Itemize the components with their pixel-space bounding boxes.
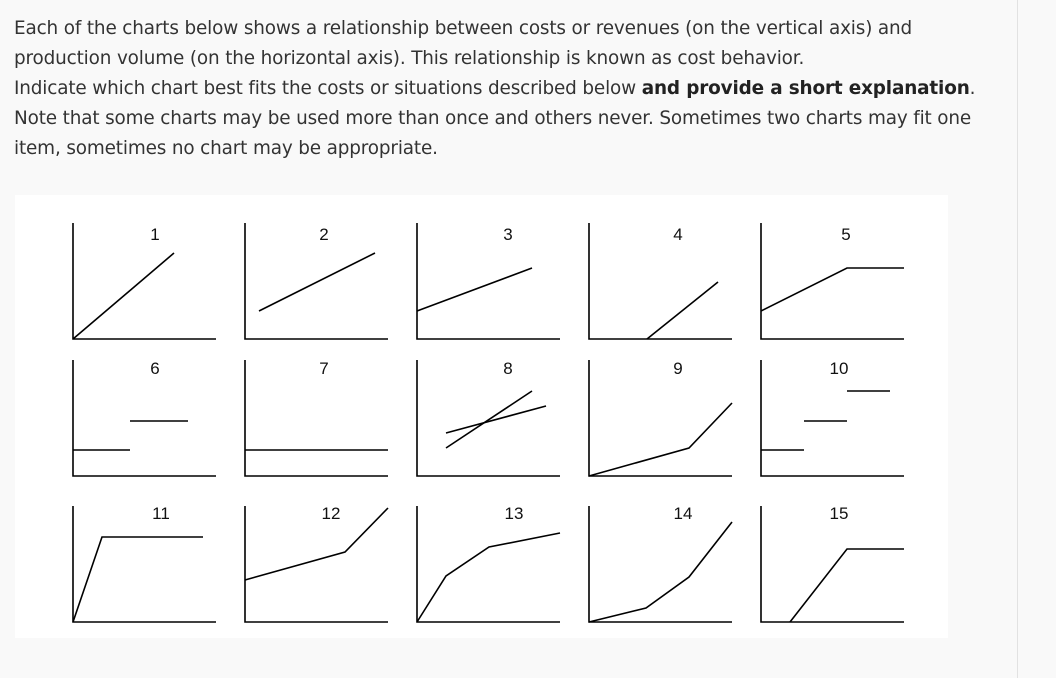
chart-9-axes xyxy=(589,360,732,476)
chart-2-axes xyxy=(245,223,388,339)
chart-15 xyxy=(761,504,904,622)
chart-1-label: 1 xyxy=(150,225,160,244)
chart-13 xyxy=(417,504,560,622)
chart-8 xyxy=(417,359,560,476)
chart-5-axes xyxy=(761,223,904,339)
cost-behavior-charts-svg xyxy=(15,195,948,638)
chart-4-line xyxy=(647,282,718,339)
chart-5-label: 5 xyxy=(841,225,851,244)
chart-5 xyxy=(761,223,904,339)
chart-3-line xyxy=(417,268,532,311)
chart-1-line xyxy=(73,253,174,339)
chart-15-line xyxy=(790,549,904,622)
chart-12 xyxy=(245,504,388,622)
chart-11 xyxy=(73,504,216,622)
chart-1 xyxy=(73,223,216,339)
chart-2 xyxy=(245,223,388,339)
chart-8-line-steep xyxy=(446,391,532,448)
chart-12-axes xyxy=(245,506,388,622)
chart-8-label: 8 xyxy=(503,359,513,378)
chart-4 xyxy=(589,223,732,339)
chart-13-axes xyxy=(417,506,560,622)
chart-3-axes xyxy=(417,223,560,339)
chart-2-line xyxy=(259,253,375,311)
chart-10-label: 10 xyxy=(829,359,849,378)
question-sentence-1: Each of the charts below shows a relationship between costs or revenues (on the vertical axis) and production volume (on the horizontal axis). This relationship is known as cost behavior. xyxy=(14,18,913,69)
chart-7 xyxy=(245,359,388,476)
chart-8-axes xyxy=(417,360,560,476)
chart-3 xyxy=(417,223,560,339)
chart-9 xyxy=(589,359,732,476)
cost-behavior-charts xyxy=(15,195,948,638)
chart-15-axes xyxy=(761,506,904,622)
chart-12-line xyxy=(245,508,388,580)
chart-3-label: 3 xyxy=(503,225,513,244)
chart-14-label: 14 xyxy=(673,504,693,523)
chart-14-axes xyxy=(589,506,732,622)
chart-9-label: 9 xyxy=(673,359,683,378)
chart-11-axes xyxy=(73,506,216,622)
chart-11-line xyxy=(73,537,203,622)
chart-6-label: 6 xyxy=(150,359,160,378)
question-text xyxy=(14,14,1004,164)
question-sentence-2-start: Indicate which chart best fits the costs or situations described below xyxy=(14,78,642,99)
chart-7-label: 7 xyxy=(319,359,329,378)
chart-8-line-shallow xyxy=(446,406,546,433)
chart-4-axes xyxy=(589,223,732,339)
chart-6-axes xyxy=(73,360,216,476)
chart-11-label: 11 xyxy=(152,504,170,523)
chart-5-line xyxy=(761,268,904,311)
chart-2-label: 2 xyxy=(319,225,329,244)
chart-15-label: 15 xyxy=(829,504,849,523)
chart-13-label: 13 xyxy=(504,504,524,523)
chart-14-line xyxy=(589,522,732,622)
chart-6 xyxy=(73,359,216,476)
chart-14 xyxy=(589,504,732,622)
chart-13-line xyxy=(417,533,560,622)
chart-10 xyxy=(761,359,904,476)
chart-7-axes xyxy=(245,360,388,476)
chart-12-label: 12 xyxy=(321,504,341,523)
question-sentence-2-end: . Note that some charts may be used more than once and others never. Sometimes two charts may fit one item, sometimes no chart may be appropriate. xyxy=(14,78,976,159)
content-divider xyxy=(1017,0,1018,678)
question-emphasis: and provide a short explanation xyxy=(641,78,970,99)
chart-9-line xyxy=(589,403,732,476)
chart-4-label: 4 xyxy=(673,225,683,244)
